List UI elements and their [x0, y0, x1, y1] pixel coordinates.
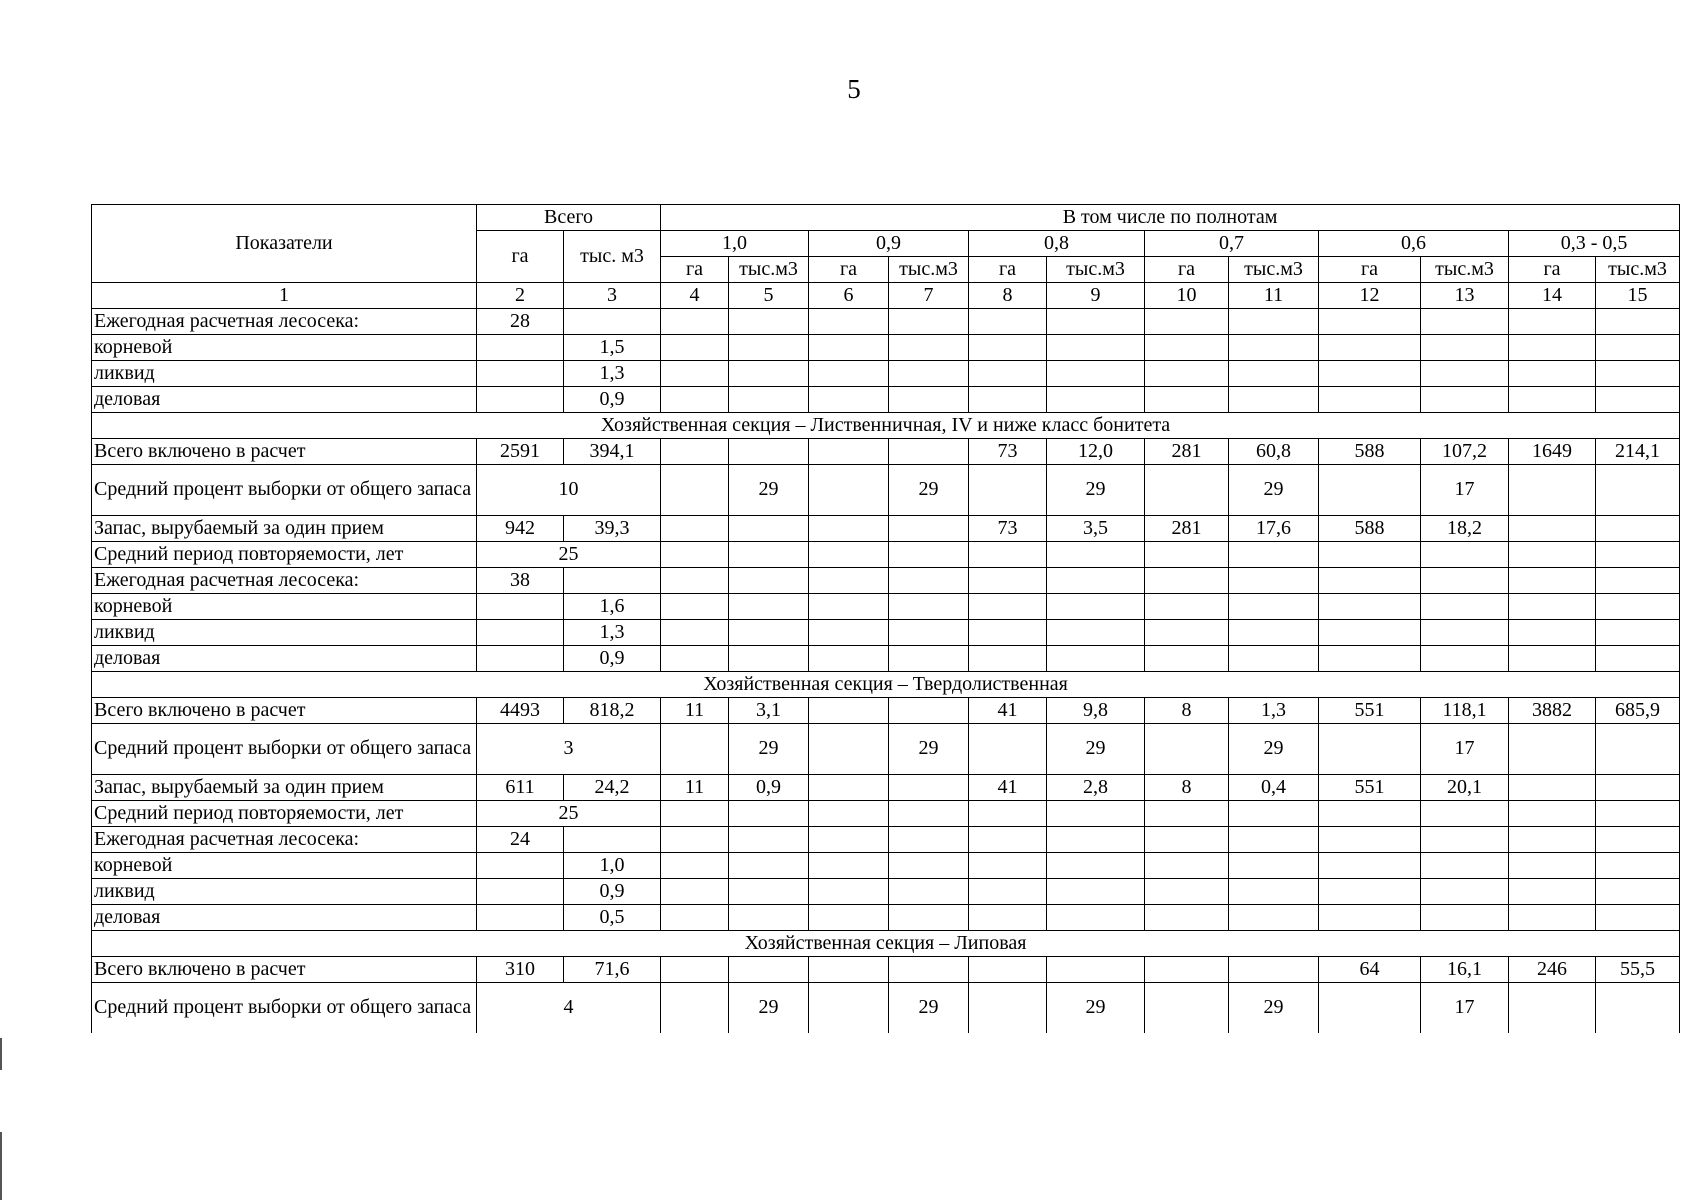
- cell-value: 281: [1145, 439, 1229, 465]
- cell-value: [1509, 983, 1596, 1034]
- cell-value: 1,3: [1229, 698, 1319, 724]
- cell-value: 29: [1047, 724, 1145, 775]
- header-total-m3: тыс. м3: [564, 231, 661, 283]
- cell-value: 8: [1145, 775, 1229, 801]
- cell-value: 2591: [477, 439, 564, 465]
- cell-value: 18,2: [1421, 516, 1509, 542]
- cell-value: [969, 724, 1047, 775]
- col-number: 6: [809, 283, 889, 309]
- cell-value: 29: [889, 983, 969, 1034]
- cell-value: [1596, 775, 1680, 801]
- cell-value: 818,2: [564, 698, 661, 724]
- cell-value: [1047, 957, 1145, 983]
- cell-value: 0,9: [564, 879, 661, 905]
- cell-value: [661, 957, 729, 983]
- unit-ha: га: [1319, 257, 1421, 283]
- col-number: 12: [1319, 283, 1421, 309]
- table-row: [92, 646, 1680, 672]
- cell-value: 551: [1319, 775, 1421, 801]
- cell-value: 29: [1047, 983, 1145, 1034]
- table-row: [92, 516, 1680, 542]
- header-density: 0,3 - 0,5: [1509, 231, 1680, 257]
- cell-value: [1145, 724, 1229, 775]
- unit-m3: тыс.м3: [1047, 257, 1145, 283]
- cell-value: 29: [1047, 465, 1145, 516]
- cell-value: [889, 698, 969, 724]
- cell-value: [1596, 983, 1680, 1034]
- cell-value: 8: [1145, 698, 1229, 724]
- cell-value: 1,6: [564, 594, 661, 620]
- unit-m3: тыс.м3: [1229, 257, 1319, 283]
- cell-value: [729, 439, 809, 465]
- cell-value: [1145, 465, 1229, 516]
- cell-value: [809, 724, 889, 775]
- cell-value: 3,1: [729, 698, 809, 724]
- cell-value: [1319, 724, 1421, 775]
- table-row: [92, 620, 1680, 646]
- col-number: 8: [969, 283, 1047, 309]
- header-by-density: В том числе по полнотам: [661, 205, 1680, 231]
- unit-ha: га: [969, 257, 1047, 283]
- row-label: Средний процент выборки от общего запаса: [92, 724, 477, 775]
- unit-ha: га: [1145, 257, 1229, 283]
- row-label: Средний период повторяемости, лет: [92, 801, 477, 827]
- section-header-row: [92, 413, 1680, 439]
- col-number: 3: [564, 283, 661, 309]
- col-number: 15: [1596, 283, 1680, 309]
- cell-value: 246: [1509, 957, 1596, 983]
- cell-value: 11: [661, 775, 729, 801]
- unit-m3: тыс.м3: [1421, 257, 1509, 283]
- row-label: Всего включено в расчет: [92, 439, 477, 465]
- cell-value: [809, 439, 889, 465]
- cell-value: 20,1: [1421, 775, 1509, 801]
- cell-value: 38: [477, 568, 564, 594]
- cell-value: 394,1: [564, 439, 661, 465]
- cell-value: 942: [477, 516, 564, 542]
- table-row: [92, 465, 1680, 516]
- cell-value: [809, 465, 889, 516]
- cell-value: [809, 775, 889, 801]
- cell-value: [1596, 724, 1680, 775]
- cell-value: 29: [889, 724, 969, 775]
- col-number: 9: [1047, 283, 1145, 309]
- unit-ha: га: [1509, 257, 1596, 283]
- cell-value: 73: [969, 516, 1047, 542]
- cell-value: [1509, 724, 1596, 775]
- row-label: корневой: [92, 335, 477, 361]
- header-density: 1,0: [661, 231, 809, 257]
- cell-value: 0,4: [1229, 775, 1319, 801]
- cell-value: [661, 983, 729, 1034]
- row-label: Ежегодная расчетная лесосека:: [92, 827, 477, 853]
- cell-value: 2,8: [1047, 775, 1145, 801]
- unit-ha: га: [661, 257, 729, 283]
- cell-value: [1509, 516, 1596, 542]
- section-title: Хозяйственная секция – Липовая: [92, 931, 1680, 957]
- header-density: 0,7: [1145, 231, 1319, 257]
- cell-value: 4493: [477, 698, 564, 724]
- unit-m3: тыс.м3: [889, 257, 969, 283]
- cell-value: 29: [1229, 465, 1319, 516]
- table-row: [92, 309, 1680, 335]
- forest-cut-table: [91, 204, 1680, 1033]
- table-row: [92, 594, 1680, 620]
- cell-value: 1,5: [564, 335, 661, 361]
- header-density: 0,9: [809, 231, 969, 257]
- cell-value: [809, 983, 889, 1034]
- row-label: Средний период повторяемости, лет: [92, 542, 477, 568]
- cell-value: 25: [477, 801, 661, 827]
- cell-value: 64: [1319, 957, 1421, 983]
- col-number: 13: [1421, 283, 1509, 309]
- row-label: Всего включено в расчет: [92, 957, 477, 983]
- cell-value: [661, 439, 729, 465]
- col-number: 5: [729, 283, 809, 309]
- cell-value: 41: [969, 775, 1047, 801]
- page-number: 5: [847, 74, 861, 104]
- cell-value: 10: [477, 465, 661, 516]
- col-number: 7: [889, 283, 969, 309]
- cell-value: 41: [969, 698, 1047, 724]
- table-row: [92, 568, 1680, 594]
- col-number: 14: [1509, 283, 1596, 309]
- table-row: [92, 775, 1680, 801]
- row-label: корневой: [92, 853, 477, 879]
- header-total-ha: га: [477, 231, 564, 283]
- column-numbers-row: [92, 283, 1680, 309]
- cell-value: 107,2: [1421, 439, 1509, 465]
- unit-ha: га: [809, 257, 889, 283]
- table-row: [92, 542, 1680, 568]
- cell-value: [1509, 465, 1596, 516]
- cell-value: [729, 957, 809, 983]
- cell-value: 3: [477, 724, 661, 775]
- row-label: Средний процент выборки от общего запаса: [92, 465, 477, 516]
- cell-value: 214,1: [1596, 439, 1680, 465]
- cell-value: 73: [969, 439, 1047, 465]
- cell-value: [969, 957, 1047, 983]
- cell-value: 24: [477, 827, 564, 853]
- row-label: ликвид: [92, 361, 477, 387]
- row-label: Запас, вырубаемый за один прием: [92, 775, 477, 801]
- cell-value: [1319, 983, 1421, 1034]
- table-row: [92, 387, 1680, 413]
- cell-value: [889, 957, 969, 983]
- table-row: [92, 801, 1680, 827]
- cell-value: 588: [1319, 439, 1421, 465]
- cell-value: 29: [1229, 724, 1319, 775]
- cell-value: 118,1: [1421, 698, 1509, 724]
- unit-m3: тыс.м3: [729, 257, 809, 283]
- table-row: [92, 983, 1680, 1034]
- section-header-row: [92, 931, 1680, 957]
- cell-value: 9,8: [1047, 698, 1145, 724]
- cell-value: 1,3: [564, 361, 661, 387]
- cell-value: 0,5: [564, 905, 661, 931]
- cell-value: 11: [661, 698, 729, 724]
- cell-value: [889, 439, 969, 465]
- cell-value: [969, 465, 1047, 516]
- row-label: Ежегодная расчетная лесосека:: [92, 568, 477, 594]
- cell-value: 1649: [1509, 439, 1596, 465]
- cell-value: 310: [477, 957, 564, 983]
- cell-value: [1145, 983, 1229, 1034]
- row-label: Ежегодная расчетная лесосека:: [92, 309, 477, 335]
- table-row: [92, 957, 1680, 983]
- cell-value: 24,2: [564, 775, 661, 801]
- table-row: [92, 361, 1680, 387]
- table-row: [92, 827, 1680, 853]
- cell-value: [889, 516, 969, 542]
- section-header-row: [92, 672, 1680, 698]
- cell-value: [1509, 775, 1596, 801]
- table-row: [92, 698, 1680, 724]
- table-row: [92, 439, 1680, 465]
- cell-value: 17,6: [1229, 516, 1319, 542]
- table-row: [92, 905, 1680, 931]
- col-number: 11: [1229, 283, 1319, 309]
- row-label: Запас, вырубаемый за один прием: [92, 516, 477, 542]
- cell-value: [661, 465, 729, 516]
- cell-value: 29: [1229, 983, 1319, 1034]
- cell-value: 12,0: [1047, 439, 1145, 465]
- row-label: ликвид: [92, 879, 477, 905]
- header-density: 0,6: [1319, 231, 1509, 257]
- cell-value: 17: [1421, 724, 1509, 775]
- cell-value: 0,9: [564, 646, 661, 672]
- cell-value: 4: [477, 983, 661, 1034]
- cell-value: [1319, 465, 1421, 516]
- cell-value: 17: [1421, 983, 1509, 1034]
- cell-value: 685,9: [1596, 698, 1680, 724]
- cell-value: 611: [477, 775, 564, 801]
- cell-value: 3882: [1509, 698, 1596, 724]
- cell-value: [1229, 957, 1319, 983]
- margin-mark: [0, 1132, 2, 1200]
- table-row: [92, 335, 1680, 361]
- cell-value: 3,5: [1047, 516, 1145, 542]
- header-indicators: Показатели: [92, 205, 477, 283]
- cell-value: 60,8: [1229, 439, 1319, 465]
- header-density: 0,8: [969, 231, 1145, 257]
- cell-value: 0,9: [564, 387, 661, 413]
- cell-value: 29: [729, 983, 809, 1034]
- row-label: деловая: [92, 905, 477, 931]
- cell-value: 17: [1421, 465, 1509, 516]
- cell-value: 55,5: [1596, 957, 1680, 983]
- cell-value: 28: [477, 309, 564, 335]
- cell-value: [661, 724, 729, 775]
- cell-value: [661, 516, 729, 542]
- cell-value: 29: [729, 465, 809, 516]
- cell-value: [1596, 516, 1680, 542]
- table-row: [92, 724, 1680, 775]
- header-total: Всего: [477, 205, 661, 231]
- col-number: 4: [661, 283, 729, 309]
- cell-value: 1,0: [564, 853, 661, 879]
- cell-value: 29: [889, 465, 969, 516]
- cell-value: [809, 516, 889, 542]
- cell-value: [809, 698, 889, 724]
- unit-m3: тыс.м3: [1596, 257, 1680, 283]
- row-label: Средний процент выборки от общего запаса: [92, 983, 477, 1034]
- cell-value: 1,3: [564, 620, 661, 646]
- cell-value: [1596, 465, 1680, 516]
- section-title: Хозяйственная секция – Твердолиственная: [92, 672, 1680, 698]
- cell-value: [729, 516, 809, 542]
- row-label: Всего включено в расчет: [92, 698, 477, 724]
- row-label: деловая: [92, 646, 477, 672]
- cell-value: [809, 957, 889, 983]
- cell-value: [889, 775, 969, 801]
- cell-value: 0,9: [729, 775, 809, 801]
- col-number: 1: [92, 283, 477, 309]
- cell-value: 71,6: [564, 957, 661, 983]
- margin-mark: [0, 1038, 2, 1070]
- cell-value: [969, 983, 1047, 1034]
- col-number: 2: [477, 283, 564, 309]
- cell-value: 29: [729, 724, 809, 775]
- row-label: ликвид: [92, 620, 477, 646]
- cell-value: 551: [1319, 698, 1421, 724]
- cell-value: 25: [477, 542, 661, 568]
- table-row: [92, 853, 1680, 879]
- cell-value: 281: [1145, 516, 1229, 542]
- cell-value: 16,1: [1421, 957, 1509, 983]
- cell-value: 39,3: [564, 516, 661, 542]
- table-row: [92, 879, 1680, 905]
- col-number: 10: [1145, 283, 1229, 309]
- section-title: Хозяйственная секция – Лиственничная, IV и ниже класс бонитета: [92, 413, 1680, 439]
- row-label: корневой: [92, 594, 477, 620]
- row-label: деловая: [92, 387, 477, 413]
- cell-value: [1145, 957, 1229, 983]
- cell-value: 588: [1319, 516, 1421, 542]
